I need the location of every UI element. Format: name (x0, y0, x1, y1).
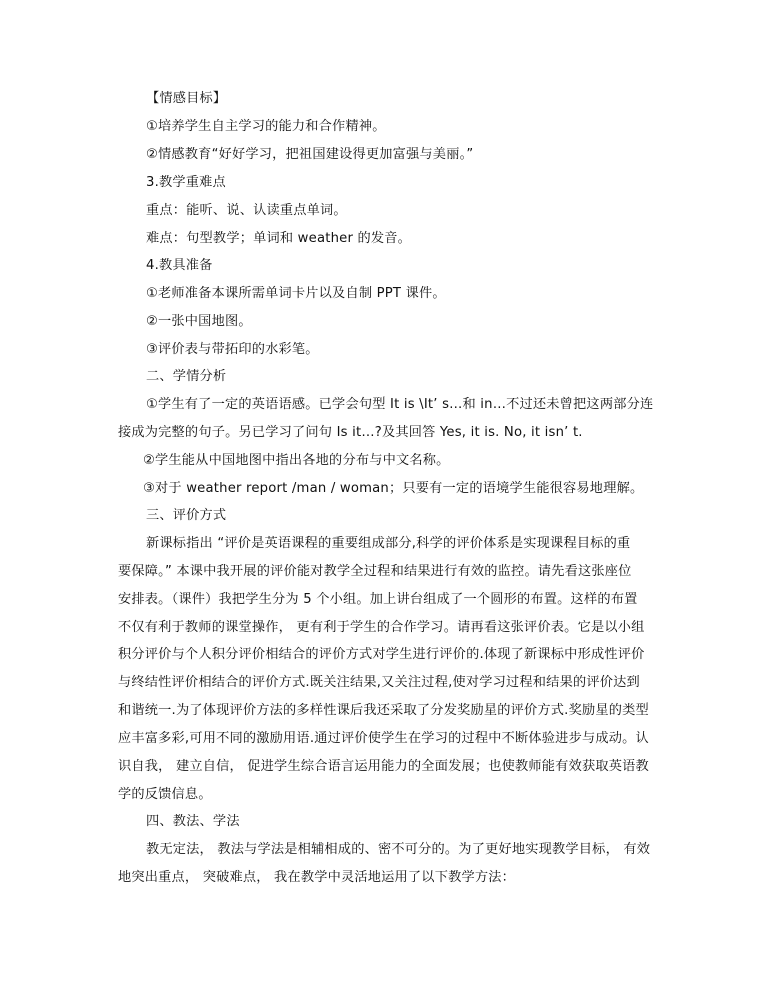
evaluation-line: 积分评价与个人积分评价相结合的评价方式对学生进行评价的.体现了新课标中形成性评价 (118, 647, 645, 662)
analysis-item-1-line-1: ①学生有了一定的英语语感。已学会句型 It is \It’ s…和 in…不过还未曾把这两部分连 (146, 397, 654, 412)
evaluation-line: 与终结性评价相结合的评价方式.既关注结果,又关注过程,使对学习过程和结果的评价达到 (118, 675, 640, 690)
section-heading-affective: 【情感目标】 (146, 91, 227, 106)
methods-line-2: 地突出重点， 突破难点， 我在教学中灵活地运用了以下教学方法： (118, 870, 516, 885)
analysis-item-2: ②学生能从中国地图中指出各地的分布与中文名称。 (143, 453, 450, 468)
difficult-point: 难点：句型教学；单词和 weather 的发音。 (146, 231, 412, 246)
evaluation-line: 新课标指出 “评价是英语课程的重要组成部分,科学的评价体系是实现课程目标的重 (146, 536, 631, 551)
evaluation-line: 不仅有利于教师的课堂操作， 更有利于学生的合作学习。请再看这张评价表。它是以小组 (118, 620, 645, 635)
section-heading-evaluation: 三、评价方式 (146, 508, 227, 523)
affective-item-2: ②情感教育“好好学习，把祖国建设得更加富强与美丽。” (146, 147, 474, 162)
analysis-item-1-line-2: 接成为完整的句子。另已学习了问句 Is it…?及其回答 Yes, it is. No, it isn’ t. (118, 425, 583, 440)
evaluation-line: 学的反馈信息。 (118, 787, 212, 802)
section-heading-methods: 四、教法、学法 (146, 814, 240, 829)
evaluation-line: 识自我， 建立自信， 促进学生综合语言运用能力的全面发展；也使教师能有效获取英语教 (118, 759, 649, 774)
methods-line-1: 教无定法， 教法与学法是相辅相成的、密不可分的。为了更好地实现教学目标， 有效 (146, 842, 651, 857)
evaluation-line: 和谐统一.为了体现评价方法的多样性课后我还采取了分发奖励星的评价方式.奖励星的类型 (118, 703, 649, 718)
analysis-item-3: ③对于 weather report /man / woman；只要有一定的语境学生能很容易地理解。 (143, 481, 644, 496)
section-heading-keypoints: 3.教学重难点 (146, 175, 226, 190)
section-heading-analysis: 二、学情分析 (146, 369, 227, 384)
affective-item-1: ①培养学生自主学习的能力和合作精神。 (146, 119, 386, 134)
evaluation-line: 应丰富多彩,可用不同的激励用语.通过评价使学生在学习的过程中不断体验进步与成动。认 (118, 731, 649, 746)
key-point: 重点：能听、说、认读重点单词。 (146, 203, 347, 218)
evaluation-line: 安排表。（课件）我把学生分为 5 个小组。加上讲台组成了一个圆形的布置。这样的布置 (118, 592, 638, 607)
tools-item-3: ③评价表与带拓印的水彩笔。 (146, 342, 319, 357)
evaluation-line: 要保障。” 本课中我开展的评价能对教学全过程和结果进行有效的监控。请先看这张座位 (118, 564, 632, 579)
section-heading-tools: 4.教具准备 (146, 258, 213, 273)
tools-item-1: ①老师准备本课所需单词卡片以及自制 PPT 课件。 (146, 286, 446, 301)
tools-item-2: ②一张中国地图。 (146, 314, 252, 329)
